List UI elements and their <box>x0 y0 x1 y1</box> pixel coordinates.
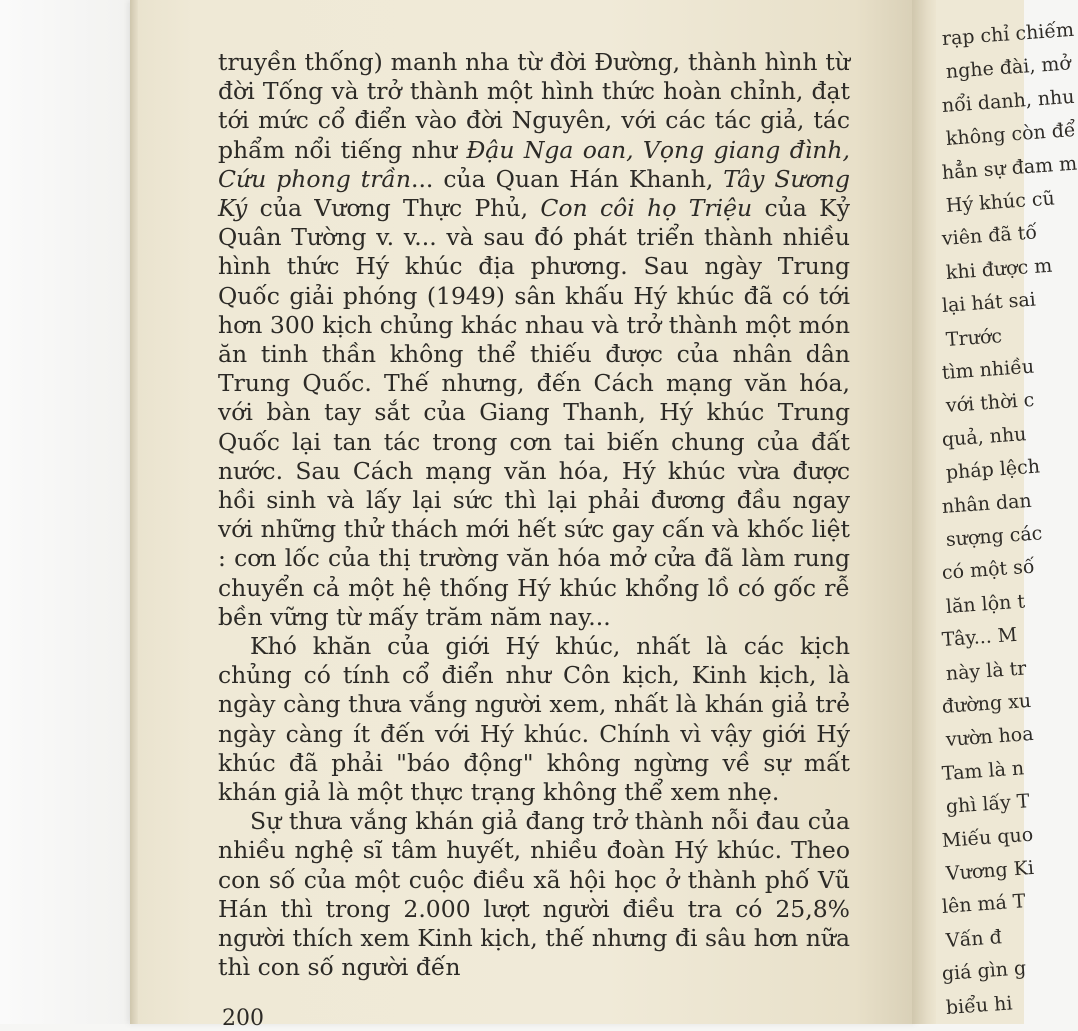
page-body-text <box>218 48 850 983</box>
text-segment: của Kỷ Quân Tường v. v... và sau đó phát triển thành nhiều hình thức Hý khúc địa phương. Sau ngày Trung Quốc giải phóng (1949) sân khấu Hý khúc đã có tới hơn 300 kịch chủng khác nhau và trở thành một món ăn tinh thần không thể thiếu được của nhân dân Trung Quốc. Thế nhưng, đến Cách mạng văn hóa, với bàn tay sắt của Giang Thanh, Hý khúc Trung Quốc lại tan tác trong cơn tai biến chung của đất nước. Sau Cách mạng văn hóa, Hý khúc vừa được hồi sinh và lấy lại sức thì lại phải đương đầu ngay với những thử thách mới hết sức gay cấn và khốc liệt : cơn lốc của thị trường văn hóa mở cửa đã làm rung chuyển cả một hệ thống Hý khúc khổng lồ có gốc rễ bền vững từ mấy trăm năm nay... <box>218 194 851 631</box>
facing-page-line: Vấn đ <box>945 925 1003 952</box>
text-segment: của Vương Thực Phủ, <box>247 194 541 223</box>
facing-page-line: này là tr <box>945 657 1028 685</box>
page-number: 200 <box>222 1006 264 1031</box>
facing-page-line: rạp chỉ chiếm <box>941 18 1075 50</box>
facing-page-line: quả, nhu <box>941 422 1028 451</box>
text-segment: Đậu Nga oan, Vọng giang đình, Cứu phong trần <box>218 135 850 193</box>
facing-page-line: Vương Ki <box>945 856 1035 885</box>
paragraph-p2 <box>218 632 850 807</box>
facing-page-line: khi được m <box>945 254 1053 284</box>
facing-page-line: lăn lộn t <box>945 590 1026 618</box>
facing-page-line: có một số <box>941 555 1036 585</box>
facing-page-line: Tam là n <box>941 757 1025 785</box>
facing-page-line: nhân dan <box>941 489 1033 518</box>
book-page-right <box>936 0 1078 1024</box>
text-segment: Tây Sương Ký <box>218 164 850 223</box>
facing-page-line: Hý khúc cũ <box>945 187 1056 217</box>
facing-page-line: Tây... M <box>941 623 1018 652</box>
facing-page-line: đường xu <box>941 689 1032 718</box>
text-segment: ... của Quan Hán Khanh, <box>410 164 724 193</box>
paragraph-p1 <box>218 48 850 632</box>
background-surface <box>0 0 130 1024</box>
facing-page-line: giá gìn g <box>941 957 1027 986</box>
text-segment: Khó khăn của giới Hý khúc, nhất là các kịch chủng có tính cổ điển như Côn kịch, Kinh kịch, là ngày càng thưa vắng người xem, nhất là khán giả trẻ ngày càng ít đến với Hý khúc. Chính vì vậy giới Hý khúc đã phải "báo động" không ngừng về sự mất khán giả là một thực trạng không thể xem nhẹ. <box>218 632 850 807</box>
facing-page-line: lên má T <box>941 890 1027 919</box>
facing-page-line: tìm nhiều <box>941 355 1035 384</box>
facing-page-line: sượng các <box>945 522 1044 551</box>
facing-page-line: biểu hi <box>945 991 1014 1019</box>
facing-page-line: ghì lấy T <box>945 790 1031 819</box>
facing-page-line: hẳn sự đam m <box>941 152 1078 184</box>
facing-page-line: Trước <box>945 324 1003 351</box>
facing-page-line: pháp lệch <box>945 455 1041 485</box>
text-segment: Sự thưa vắng khán giả đang trở thành nỗi đau của nhiều nghệ sĩ tâm huyết, nhiều đoàn Hý khúc. Theo con số của một cuộc điều xã hội học ở thành phố Vũ Hán thì trong 2.000 lượt người điều tra có 25,8% người thích xem Kinh kịch, thế nhưng đi sâu hơn nữa thì con số người đến <box>218 807 850 982</box>
facing-page-line: nghe đài, mở <box>945 52 1072 84</box>
text-segment: truyền thống) manh nha từ đời Đường, thành hình từ đời Tống và trở thành một hình thức hoàn chỉnh, đạt tới mức cổ điển vào đời Nguyên, với các tác giả, tác phẩm nổi tiếng như <box>218 48 850 164</box>
text-segment: Con côi họ Triệu <box>540 194 753 223</box>
facing-page-text <box>936 0 1078 1024</box>
book-gutter <box>912 0 938 1024</box>
facing-page-line: viên đã tố <box>941 221 1038 251</box>
facing-page-line: vườn hoa <box>945 723 1035 752</box>
facing-page-line: với thời c <box>945 389 1035 418</box>
facing-page-line: nổi danh, nhu <box>941 85 1076 117</box>
paragraph-p3 <box>218 807 850 982</box>
facing-page-line: lại hát sai <box>941 288 1037 318</box>
facing-page-line: không còn để <box>945 119 1077 151</box>
facing-page-line: Miếu quo <box>941 823 1034 852</box>
